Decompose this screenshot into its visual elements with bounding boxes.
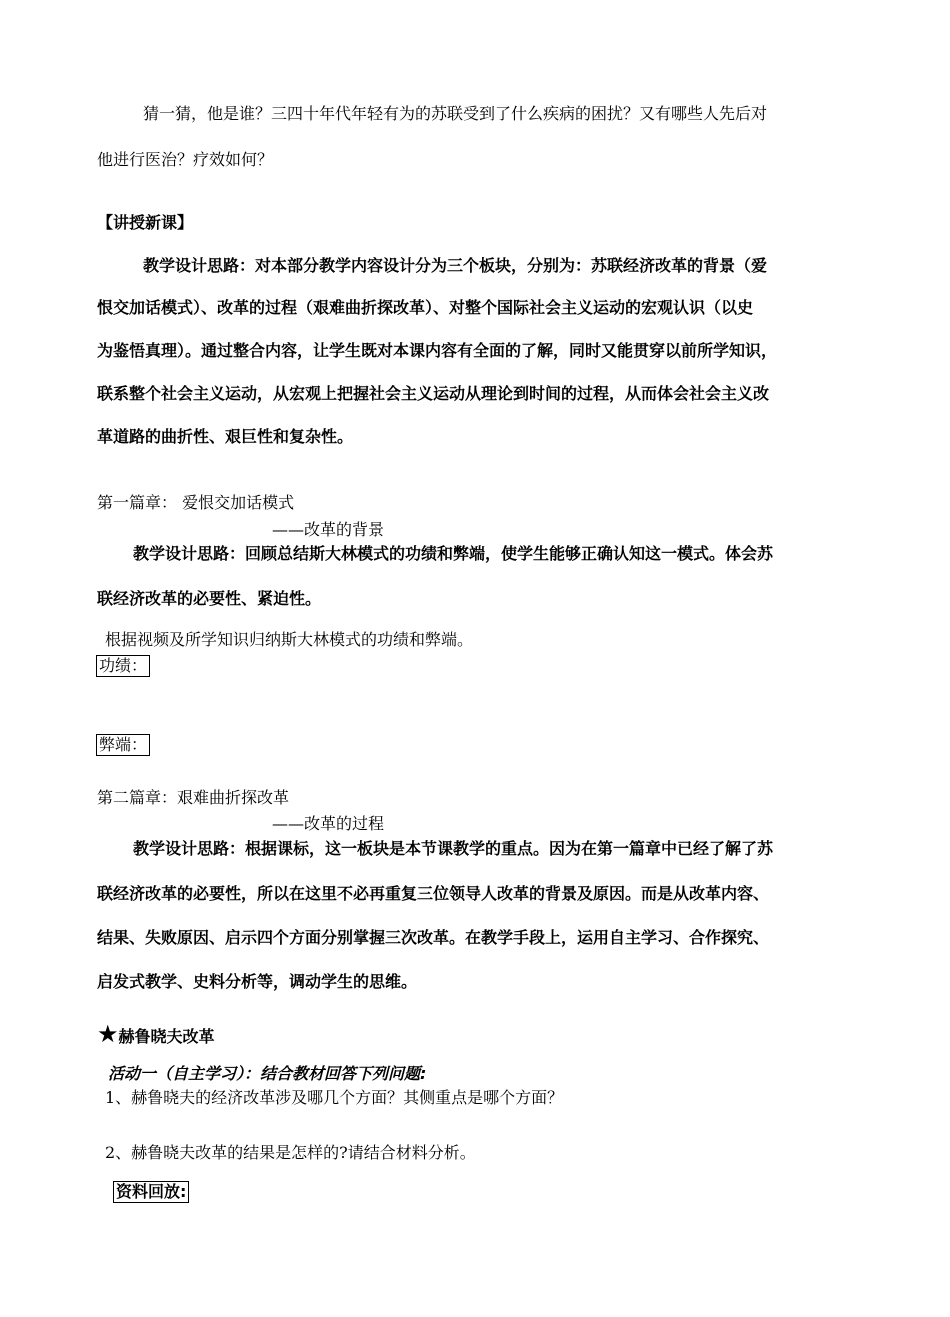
new-lesson-line-5: 革道路的曲折性、艰巨性和复杂性。: [97, 427, 354, 446]
chapter2-line-2: 联经济改革的必要性，所以在这里不必再重复三位领导人改革的背景及原因。而是从改革内容、: [97, 884, 770, 903]
question-1: 1、赫鲁晓夫的经济改革涉及哪几个方面？其侧重点是哪个方面？: [105, 1088, 564, 1107]
flaws-label: 弊端：: [96, 734, 150, 756]
intro-line-2: 他进行医治？疗效如何？: [97, 150, 274, 169]
chapter2-line-3: 结果、失败原因、启示四个方面分别掌握三次改革。在教学手段上，运用自主学习、合作探究、: [97, 928, 770, 947]
chapter1-line-2: 联经济改革的必要性、紧迫性。: [97, 589, 322, 608]
chapter1-subtitle: ——改革的背景: [272, 520, 385, 539]
chapter2-subtitle: ——改革的过程: [272, 814, 385, 833]
intro-line-1: 猜一猜，他是谁？三四十年代年轻有为的苏联受到了什么疾病的困扰？又有哪些人先后对: [143, 104, 768, 123]
new-lesson-line-4: 联系整个社会主义运动，从宏观上把握社会主义运动从理论到时间的过程，从而体会社会主义改: [97, 384, 770, 403]
new-lesson-heading: 【讲授新课】: [97, 213, 194, 232]
chapter1-title: 第一篇章： 爱恨交加话模式: [97, 493, 295, 512]
star-icon: ★: [97, 1020, 119, 1048]
chapter2-title: 第二篇章：艰难曲折探改革: [97, 788, 290, 807]
khrushchev-heading: [97, 1022, 215, 1047]
new-lesson-line-3: 为鉴悟真理）。通过整合内容，让学生既对本课内容有全面的了解，同时又能贯穿以前所学知识，: [97, 341, 778, 360]
chapter2-line-1: 教学设计思路：根据课标，这一板块是本节课教学的重点。因为在第一篇章中已经了解了苏: [133, 839, 774, 858]
material-label: 资料回放:: [113, 1181, 189, 1203]
merits-label: 功绩：: [96, 655, 150, 677]
khrushchev-title: 赫鲁晓夫改革: [118, 1027, 215, 1046]
new-lesson-line-1: 教学设计思路：对本部分教学内容设计分为三个板块，分别为：苏联经济改革的背景（爱: [143, 256, 768, 275]
chapter1-line-1: 教学设计思路：回顾总结斯大林模式的功绩和弊端，使学生能够正确认知这一模式。体会苏: [133, 544, 774, 563]
new-lesson-line-2: 恨交加话模式）、改革的过程（艰难曲折探改革）、对整个国际社会主义运动的宏观认识（以史: [97, 298, 754, 317]
chapter2-line-4: 启发式教学、史料分析等，调动学生的思维。: [97, 972, 418, 991]
chapter1-instruction: 根据视频及所学知识归纳斯大林模式的功绩和弊端。: [105, 630, 474, 649]
question-2: 2、赫鲁晓夫改革的结果是怎样的?请结合材料分析。: [105, 1143, 476, 1162]
activity-one: 活动一（自主学习）：结合教材回答下列问题:: [108, 1064, 427, 1083]
